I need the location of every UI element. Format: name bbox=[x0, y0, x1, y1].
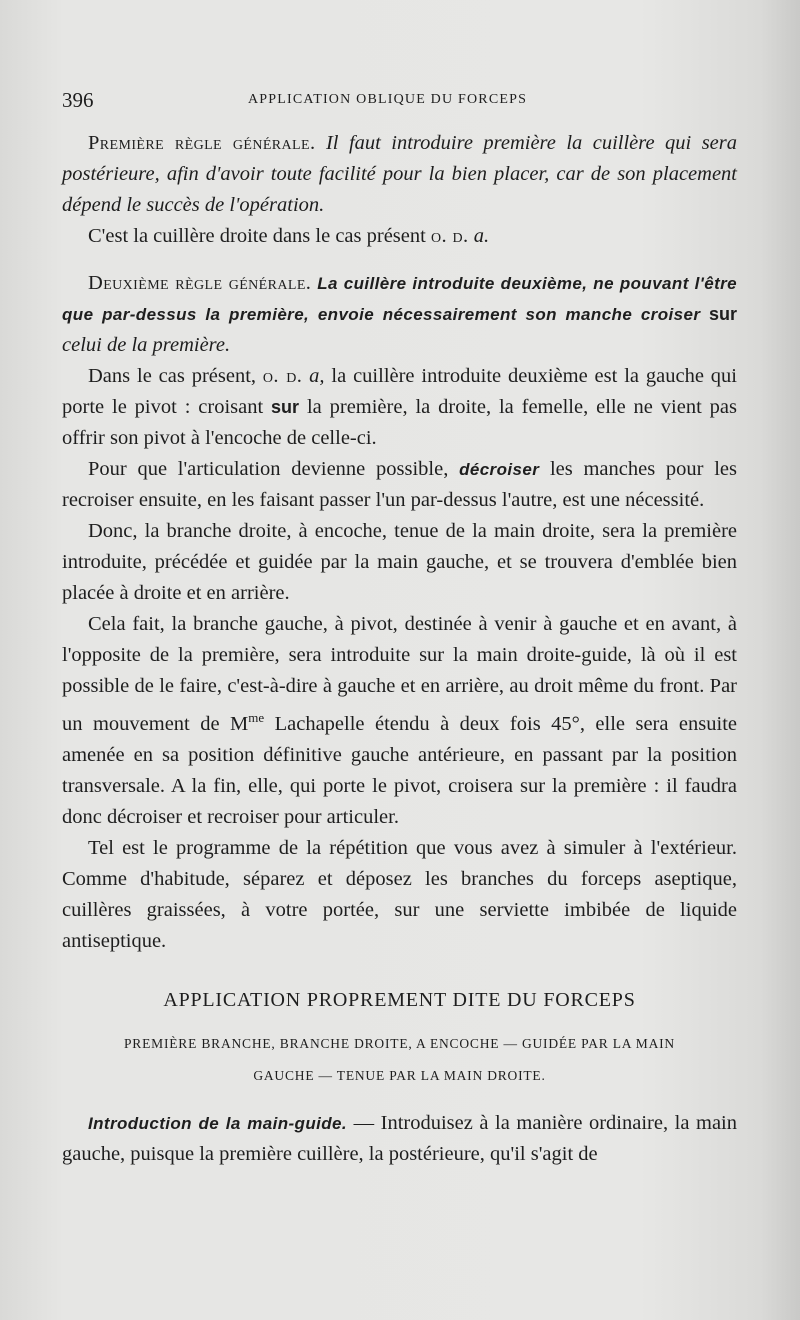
paragraph-articulation: Pour que l'articulation devienne possible, décroiser les manches pour les recroiser ensuite, en les faisant passer l'un par-dessus l'autre, est une nécessité. bbox=[62, 458, 737, 511]
section-subtitle: PREMIÈRE BRANCHE, BRANCHE DROITE, A ENCOCHE — GUIDÉE PAR LA MAIN GAUCHE — TENUE PAR LA MAIN DROITE. bbox=[124, 1035, 675, 1083]
paragraph-left-branch: Cela fait, la branche gauche, à pivot, destinée à venir à gauche et en avant, à l'opposite de la première, sera introduite sur la main droite-guide, là où il est possible de le faire, c'est-à-dire à gauche et en arrière, au droit même du front. Par un mouvement de $M^{me}$ Lachapelle étendu à deux fois 45°, elle sera ensuite amenée en sa position définitive gauche antérieure, en passant par la position transversale. A la fin, elle, qui porte le pivot, croisera sur la première : il faudra donc décroiser et recroiser pour articuler. bbox=[62, 613, 737, 828]
rule-text: La cuillère introduite deuxième, ne pouvant l'être que par-dessus la première, envoie nécessairement son manche croiser bbox=[62, 274, 738, 324]
paragraph-right-spoon: C'est la cuillère droite dans le cas présent o. d. a. bbox=[88, 225, 490, 247]
paragraph-first-rule bbox=[62, 128, 737, 221]
paragraph-second-rule: Deuxième règle générale. La cuillère introduite deuxième, ne pouvant l'être que par-dessus la première, envoie nécessairement son manche croiser sur celui de la première. bbox=[62, 272, 738, 356]
paragraph-right-branch: Donc, la branche droite, à encoche, tenue de la main droite, sera la première introduite, précédée et guidée par la main gauche, et se trouvera d'emblée bien placée à droite et en arrière. bbox=[62, 520, 737, 604]
rule-label: Première règle générale. bbox=[88, 132, 316, 154]
running-header bbox=[62, 88, 742, 116]
page-body bbox=[62, 128, 737, 1170]
paragraph-program: Tel est le programme de la répétition que vous avez à simuler à l'extérieur. Comme d'habitude, séparez et déposez les branches du forceps aseptique, cuillères graissées, à votre portée, sur une serviette imbibée de liquide antiseptique. bbox=[62, 836, 737, 952]
paragraph-present-case: Dans le cas présent, o. d. a, la cuillère introduite deuxième est la gauche qui porte le pivot : croisant sur la première, la droite, la femelle, elle ne vient pas offrir son pivot à l'encoche de celle-ci. bbox=[62, 365, 737, 449]
rule-text: Il faut introduire première la cuillère qui sera postérieure, afin d'avoir toute facilité pour la bien placer, car de son placement dépend le succès de l'opération. bbox=[62, 132, 738, 216]
subsection-label: Introduction de la main-guide. bbox=[88, 1113, 348, 1133]
page-number: 396 bbox=[62, 88, 94, 112]
position-abbrev: o. d. bbox=[430, 225, 469, 247]
position-abbrev: o. d. bbox=[262, 365, 303, 387]
section-title: APPLICATION PROPREMENT DITE DU FORCEPS bbox=[163, 988, 636, 1011]
paragraph-main-guide: Introduction de la main-guide. — Introduisez à la manière ordinaire, la main gauche, puisque la première cuillère, la postérieure, qu'il s'agit de bbox=[62, 1111, 737, 1165]
running-title: APPLICATION OBLIQUE DU FORCEPS bbox=[248, 92, 528, 107]
rule-label: Deuxième règle générale. bbox=[88, 272, 312, 294]
